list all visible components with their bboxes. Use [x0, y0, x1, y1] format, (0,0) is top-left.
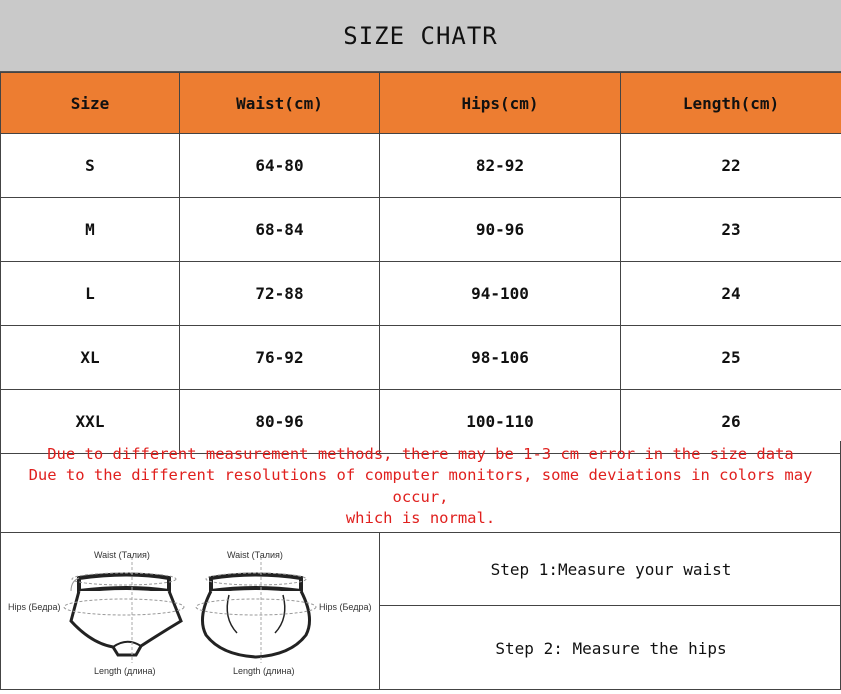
cell-waist: 76-92 [180, 326, 380, 390]
cell-length: 23 [621, 198, 841, 262]
cell-size: L [1, 262, 180, 326]
header-size: Size [1, 73, 180, 134]
table-row [1, 134, 841, 198]
step-2-text: Step 2: Measure the hips [380, 605, 841, 690]
length-label-front: Length (длина) [94, 666, 156, 676]
hips-label-back: Hips (Бедра) [319, 602, 371, 612]
waist-label-front: Waist (Талия) [94, 550, 150, 560]
length-label-back: Length (длина) [233, 666, 295, 676]
notice-line-2: Due to the different resolutions of computer monitors, some deviations in colors may occur, [1, 465, 840, 508]
size-table [0, 72, 841, 454]
cell-hips: 90-96 [380, 198, 621, 262]
cell-length: 25 [621, 326, 841, 390]
measurement-notice [0, 441, 841, 533]
cell-waist: 68-84 [180, 198, 380, 262]
cell-hips: 82-92 [380, 134, 621, 198]
measurement-steps [380, 533, 841, 690]
cell-hips: 94-100 [380, 262, 621, 326]
measurement-guide [0, 533, 841, 690]
cell-size: S [1, 134, 180, 198]
cell-hips: 98-106 [380, 326, 621, 390]
cell-size: M [1, 198, 180, 262]
hips-label-front: Hips (Бедра) [8, 602, 60, 612]
cell-waist: 72-88 [180, 262, 380, 326]
header-length: Length(cm) [621, 73, 841, 134]
cell-size: XXL [1, 390, 180, 454]
waist-label-back: Waist (Талия) [227, 550, 283, 560]
cell-waist: 80-96 [180, 390, 380, 454]
cell-length: 26 [621, 390, 841, 454]
header-hips: Hips(cm) [380, 73, 621, 134]
page-title: SIZE CHATR [0, 0, 841, 72]
cell-size: XL [1, 326, 180, 390]
notice-line-3: which is normal. [346, 508, 495, 530]
header-waist: Waist(cm) [180, 73, 380, 134]
table-row [1, 326, 841, 390]
cell-length: 22 [621, 134, 841, 198]
cell-length: 24 [621, 262, 841, 326]
table-row [1, 262, 841, 326]
measurement-diagram [1, 533, 380, 690]
cell-waist: 64-80 [180, 134, 380, 198]
notice-line-1: Due to different measurement methods, there may be 1-3 cm error in the size data [47, 444, 794, 466]
cell-hips: 100-110 [380, 390, 621, 454]
step-1-text: Step 1:Measure your waist [380, 533, 841, 605]
table-header-row [1, 73, 841, 134]
table-row [1, 198, 841, 262]
